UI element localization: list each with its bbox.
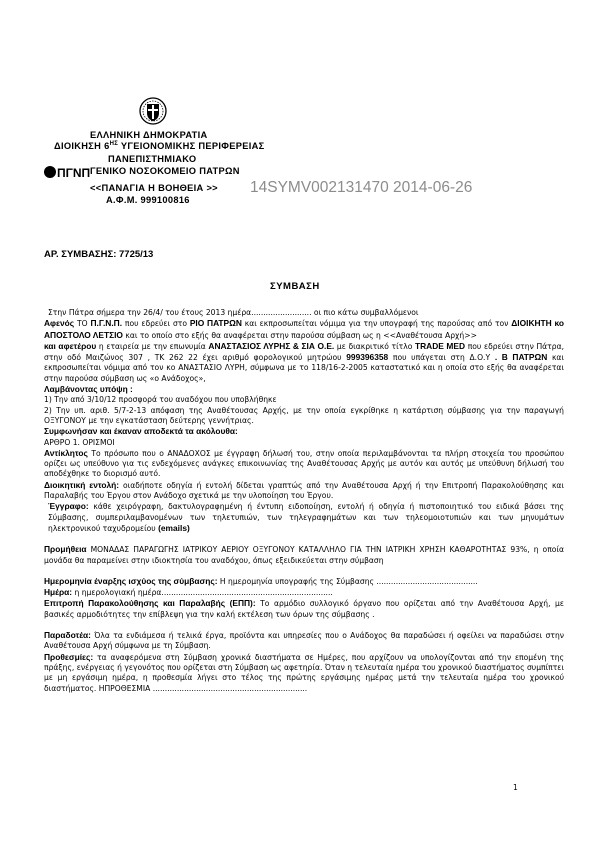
- aferetou-company-name: ΑΝΑΣΤΑΣΙΟΣ ΛΥΡΗΣ & ΣΙΑ Ο.Ε.: [208, 340, 335, 351]
- eppp-text: Το αρμόδιο συλλογικό όργανο που ορίζεται από την Αναθέτουσα Αρχή, με βασικές αρμοδιότητες την επίβλεψη για την καλή εκτέλεση των όρων της σύμβασης .: [44, 599, 564, 619]
- dioikitiki-text: οιαδήποτε οδηγία ή εντολή δίδεται γραπτώς από την Αναθέτουσα Αρχή ή την Επιτροπή Παρακολούθησης και Παραλαβής του Έργου στον Ανάδοχο σχετικά με την υλοποίηση του Έργου.: [44, 480, 564, 501]
- document-title: ΣΥΜΒΑΣΗ: [270, 281, 320, 292]
- document-id-stamp: 14SYMV002131470 2014-06-26: [250, 179, 473, 196]
- header-line-3: ΠΑΝΕΠΙΣΤΗΜΙΑΚΟ: [108, 154, 197, 164]
- afenos-text-1: ΤΟ: [74, 319, 91, 329]
- definition-promitheia: [44, 544, 564, 566]
- definition-imera: [44, 587, 564, 598]
- header-line-2-part-a: ΔΙΟΙΚΗΣΗ 6: [54, 141, 110, 152]
- page-number: 1: [513, 783, 518, 792]
- dioikitiki-label: Διοικητική εντολή:: [44, 479, 120, 490]
- considering-label: Λαμβάνοντας υπόψη :: [44, 384, 133, 395]
- contract-body: [44, 308, 564, 694]
- header-line-5: <<ΠΑΝΑΓΙΑ Η ΒΟΗΘΕΙΑ >>: [90, 183, 218, 193]
- afenos-text-3: και εκπροσωπείται νόμιμα για την υπογραφή της παρούσας από τον: [241, 319, 512, 329]
- enarxi-text: Η ημερομηνία υπογραφής της Σύμβασης ..........................................: [217, 576, 478, 586]
- paradotea-label: Παραδοτέα:: [44, 630, 91, 641]
- header-line-1: ΕΛΛΗΝΙΚΗ ΔΗΜΟΚΡΑΤΙΑ: [90, 130, 208, 140]
- aferetou-trade-title: TRADE MED: [415, 340, 466, 351]
- agreed-label: Συμφωνήσαν και έκαναν αποδεκτά τα ακόλουθα:: [44, 426, 238, 437]
- header-line-2: [54, 141, 265, 151]
- aferetou-tax-office: . Β ΠΑΤΡΩΝ: [494, 352, 548, 363]
- paradotea-text: Όλα τα ενδιάμεσα ή τελικά έργα, προϊόντα και υπηρεσίες που ο Ανάδοχος θα παραδώσει ή οφείλει να παραδώσει στην Αναθέτουσα Αρχή σύμφωνα με τη Σύμβαση.: [44, 631, 564, 651]
- definition-prothesmies: [44, 652, 564, 694]
- promitheia-text: ΜΟΝΑΔΑΣ ΠΑΡΑΓΩΓΗΣ ΙΑΤΡΙΚΟΥ ΑΕΡΙΟΥ ΟΞΥΓΟΝΟΥ ΚΑΤΑΛΛΗΛΟ ΓΙΑ ΤΗΝ ΙΑΤΡΙΚΗ ΧΡΗΣΗ ΚΑΘΑΡΟΤΗΤΑΣ 93%, η οποία μονάδα θα παραμείνει στην ιδιοκτησία του αναδόχου, όπως εξειδικεύεται στην σύμβαση: [44, 545, 564, 565]
- definition-eppp: [44, 598, 564, 620]
- hospital-logo-text: ΠΓΝΠ: [57, 166, 91, 180]
- eggrafo-label: Έγγραφο:: [48, 501, 89, 512]
- header-line-4: ΓΕΝΙΚΟ ΝΟΣΟΚΟΜΕΙΟ ΠΑΤΡΩΝ: [90, 166, 240, 176]
- afenos-representative: ΔΙΟΙΚΗΤΗ κο ΑΠΟΣΤΟΛΟ ΛΕΤΣΙΟ: [44, 318, 564, 340]
- definition-enarxi: [44, 576, 564, 587]
- aferetou-paragraph: [44, 341, 564, 384]
- header-line-2-sup: ΗΣ: [109, 141, 119, 147]
- aferetou-text-1: η εταιρεία με την επωνυμία: [96, 341, 209, 351]
- definition-dioikitiki-entoli: [44, 480, 564, 502]
- aferetou-text-5: και εκπροσωπείται νόμιμα από τον κο ΑΝΑΣΤΑΣΙΟ ΛΥΡΗ, σύμφωνα με το 118/16-2-2005 καταστατικό και η οποία στο εξής θα αναφέρεται στην παρούσα σύμβαση ως «ο Ανάδοχος»,: [44, 353, 565, 383]
- article-1-heading: ΑΡΘΡΟ 1. ΟΡΙΣΜΟΙ: [44, 437, 115, 447]
- intro-paragraph: Στην Πάτρα σήμερα την 26/4/ του έτους 2013 ημέρα......................... οι πιο κάτω συμβαλλόμενοι: [48, 308, 419, 317]
- imera-label: Ημέρα:: [44, 587, 73, 598]
- header-line-2-part-b: ΥΓΕΙΟΝΟΜΙΚΗΣ ΠΕΡΙΦΕΡΕΙΑΣ: [118, 141, 265, 152]
- promitheia-label: Προμήθεια: [44, 544, 87, 555]
- antiklitos-text: Το πρόσωπο που ο ΑΝΑΔΟΧΟΣ με έγγραφη δήλωσή του, στην οποία περιλαμβάνονται τα πλήρη στοιχεία του προσώπου ορίζει ως υπεύθυνο για τις ενδεχόμενες ανάγκες επικοινωνίας της Αναθέτουσας Αρχής με αυτόν και αυτός με υπεύθυνη δήλωσή του αποδέχθηκε το διορισμό αυτό.: [44, 448, 564, 479]
- hospital-logo-icon: [44, 164, 91, 180]
- afenos-pgnp: Π.Γ.Ν.Π.: [90, 318, 123, 329]
- coat-of-arms-icon: [138, 96, 168, 126]
- prothesmies-label: Προθεσμίες:: [44, 651, 94, 662]
- afenos-paragraph: [44, 318, 564, 341]
- definition-paradotea: [44, 630, 564, 652]
- header-line-6: Α.Φ.Μ. 999100816: [106, 195, 190, 205]
- definition-eggrafo: [44, 501, 564, 534]
- antiklitos-label: Αντίκλητος: [44, 447, 88, 458]
- aferetou-text-4: που υπάγεται στη Δ.Ο.Υ: [388, 353, 495, 363]
- imera-text: η ημερολογιακή ημέρα.......................................................................: [72, 588, 333, 598]
- prothesmies-text: τα αναφερόμενα στη Σύμβαση χρονικά διαστήματα σε Ημέρες, που αρχίζουν να υπολογίζονται από την επομένη της πράξης, ενέργειας ή γεγονότος που ορίζεται στη Σύμβαση ως αφετηρία. Όταν η τελευταία ημέρα του χρονικού διαστήματος συμπίπτει με μη εργάσιμη ημέρα, η προθεσμία λήγει στο τέλος της πρώτης εργάσιμης ημέρας μετά την τελευταία ημέρα του χρονικού διαστήματος. ΗΠΡΟΘΕΣΜΙΑ ................................................................: [44, 652, 564, 693]
- aferetou-label: και αφετέρου: [44, 340, 97, 351]
- afenos-city: ΡΙΟ ΠΑΤΡΩΝ: [189, 318, 242, 329]
- definition-antiklitos: [44, 448, 564, 480]
- considering-heading: [44, 384, 564, 395]
- afenos-label: Αφενός: [44, 318, 75, 329]
- afenos-text-4: και το οποίο στο εξής θα αναφέρεται στην παρούσα σύμβαση ως η <<Αναθέτουσα Αρχή>>: [122, 330, 477, 340]
- eggrafo-emails: (emails): [158, 522, 190, 533]
- aferetou-tax-number: 999396358: [346, 352, 389, 363]
- contract-number: ΑΡ. ΣΥΜΒΑΣΗΣ: 7725/13: [44, 249, 154, 260]
- eggrafo-text: κάθε χειρόγραφη, δακτυλογραφημένη ή έντυπη ειδοποίηση, εντολή ή οδηγία ή πιστοποιητικό του ειδικά βάσει της Σύμβασης, συμπεριλαμβανομένων των τηλετυπιών, των τηλεγραφημάτων και των τηλεομοιοτυπιών και των μηνυμάτων ηλεκτρονικού ταχυδρομείου: [48, 502, 564, 533]
- enarxi-label: Ημερομηνία έναρξης ισχύος της σύμβασης:: [44, 575, 218, 586]
- considering-item-2: 2) Την υπ. αριθ. 5/7-2-13 απόφαση της Αναθέτουσας Αρχής, με την οποία εγκρίθηκε η κατάρτιση σύμβασης για την παραγωγή ΟΞΥΓΟΝΟΥ με την εγκατάσταση δεύτερης γεννήτριας.: [44, 405, 564, 425]
- aferetou-text-3: που εδρεύει στην Πάτρα, στην οδό Μαιζώνος 307 , ΤΚ 262 22 έχει αριθμό φορολογικού μητρώου: [44, 341, 564, 363]
- agreed-heading: [44, 426, 564, 437]
- eppp-label: Επιτροπή Παρακολούθησης και Παραλαβής (ΕΠΠ):: [44, 598, 256, 609]
- afenos-text-2: που εδρεύει στο: [122, 319, 190, 329]
- considering-item-1: 1) Την από 3/10/12 προσφορά του αναδόχου που υποβλήθηκε: [44, 395, 277, 405]
- aferetou-text-2: με διακριτικό τίτλο: [334, 341, 416, 351]
